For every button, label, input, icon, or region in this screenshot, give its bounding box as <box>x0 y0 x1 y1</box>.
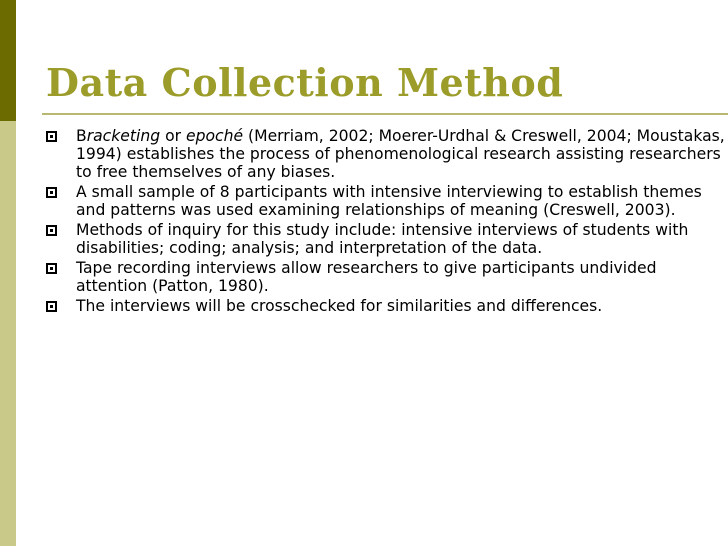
bullet-item-sample <box>46 183 726 219</box>
bullet-item-methods <box>46 221 726 257</box>
bullet-square-icon <box>46 301 57 312</box>
bullet-text: The interviews will be crosschecked for similarities and differences. <box>76 297 603 315</box>
bullet-text: (Merriam, 2002; Moerer-Urdhal & Creswell, 2004; Moustakas, 1994) establishes the process of phenomenological research assisting researchers to free themselves of any biases. <box>76 127 725 181</box>
bullet-item-bracketing <box>46 127 726 181</box>
term-bracketing: racketing <box>86 127 161 145</box>
bullet-square-icon <box>46 187 57 198</box>
bullet-text: Methods of inquiry for this study include: intensive interviews of students with disabilities; coding; analysis; and interpretation of the data. <box>76 221 689 257</box>
bullet-prefix: B <box>76 127 87 145</box>
slide-title: Data Collection Method <box>46 60 564 105</box>
bullet-square-icon <box>46 225 57 236</box>
bullet-square-icon <box>46 263 57 274</box>
sidebar-accent-dark <box>0 0 16 121</box>
bullet-item-crosscheck <box>46 297 726 315</box>
bullet-text: Tape recording interviews allow researchers to give participants undivided attention (Patton, 1980). <box>76 259 657 295</box>
bullet-list <box>46 127 726 317</box>
bullet-item-tape-recording <box>46 259 726 295</box>
bullet-square-icon <box>46 131 57 142</box>
bullet-connector: or <box>160 127 186 145</box>
sidebar-accent-light <box>0 121 16 546</box>
bullet-text: A small sample of 8 participants with intensive interviewing to establish themes and patterns was used examining relationships of meaning (Creswell, 2003). <box>76 183 702 219</box>
term-epoche: epoché <box>185 127 244 145</box>
title-divider <box>42 113 728 115</box>
